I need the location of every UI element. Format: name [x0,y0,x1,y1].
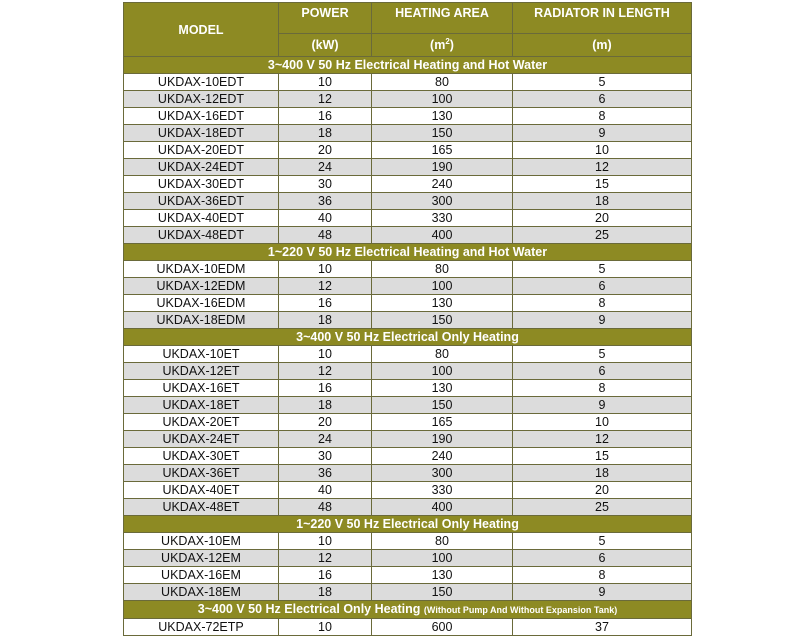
cell-heating-area: 240 [372,448,513,465]
cell-power: 10 [279,619,372,636]
cell-power: 12 [279,550,372,567]
cell-power: 18 [279,125,372,142]
cell-power: 10 [279,346,372,363]
cell-heating-area: 150 [372,312,513,329]
cell-radiator-length: 6 [513,91,692,108]
cell-radiator-length: 18 [513,465,692,482]
unit-power: (kW) [279,34,372,57]
unit-heating-area-close: ) [449,38,454,52]
section-note: (Without Pump And Without Expansion Tank) [423,605,618,615]
cell-radiator-length: 10 [513,414,692,431]
cell-model: UKDAX-10EDT [124,74,279,91]
cell-radiator-length: 9 [513,397,692,414]
cell-radiator-length: 9 [513,312,692,329]
table-row [124,74,692,91]
cell-radiator-length: 9 [513,125,692,142]
unit-heating-area [372,34,513,57]
cell-model: UKDAX-16EDM [124,295,279,312]
table-row [124,380,692,397]
cell-heating-area: 80 [372,346,513,363]
cell-model: UKDAX-36ET [124,465,279,482]
cell-heating-area: 150 [372,584,513,601]
table-row [124,142,692,159]
cell-model: UKDAX-10ET [124,346,279,363]
cell-power: 16 [279,567,372,584]
section-row [124,516,692,533]
column-header-model: MODEL [124,3,279,57]
cell-model: UKDAX-12EDM [124,278,279,295]
unit-heating-area-base: (m [430,38,446,52]
cell-model: UKDAX-48ET [124,499,279,516]
cell-power: 48 [279,499,372,516]
table-row [124,193,692,210]
section-title: 3~400 V 50 Hz Electrical Heating and Hot Water [267,58,548,72]
table-row [124,312,692,329]
table-row [124,227,692,244]
cell-heating-area: 300 [372,193,513,210]
cell-heating-area: 400 [372,227,513,244]
cell-power: 30 [279,448,372,465]
table-row [124,108,692,125]
cell-heating-area: 190 [372,431,513,448]
cell-model: UKDAX-18EM [124,584,279,601]
table-row [124,448,692,465]
cell-radiator-length: 6 [513,278,692,295]
cell-heating-area: 80 [372,261,513,278]
table-row [124,295,692,312]
table-row [124,261,692,278]
cell-power: 30 [279,176,372,193]
cell-model: UKDAX-30ET [124,448,279,465]
cell-power: 12 [279,363,372,380]
cell-model: UKDAX-18ET [124,397,279,414]
cell-heating-area: 600 [372,619,513,636]
column-header-radiator-length: RADIATOR IN LENGTH [513,3,692,34]
table-row [124,567,692,584]
cell-radiator-length: 37 [513,619,692,636]
cell-radiator-length: 15 [513,176,692,193]
section-title-cell [124,244,692,261]
cell-radiator-length: 8 [513,380,692,397]
cell-radiator-length: 8 [513,108,692,125]
cell-heating-area: 300 [372,465,513,482]
table-row [124,363,692,380]
table-row [124,278,692,295]
cell-power: 24 [279,431,372,448]
table-body [124,57,692,636]
cell-radiator-length: 20 [513,210,692,227]
cell-radiator-length: 8 [513,567,692,584]
cell-model: UKDAX-24ET [124,431,279,448]
cell-model: UKDAX-40ET [124,482,279,499]
cell-heating-area: 100 [372,278,513,295]
cell-radiator-length: 15 [513,448,692,465]
cell-heating-area: 100 [372,91,513,108]
cell-model: UKDAX-20EDT [124,142,279,159]
cell-model: UKDAX-10EDM [124,261,279,278]
table-row [124,414,692,431]
cell-radiator-length: 5 [513,74,692,91]
spec-table [123,2,692,636]
cell-heating-area: 190 [372,159,513,176]
cell-heating-area: 130 [372,380,513,397]
cell-power: 12 [279,91,372,108]
column-header-power: POWER [279,3,372,34]
cell-model: UKDAX-16ET [124,380,279,397]
section-title: 3~400 V 50 Hz Electrical Only Heating [197,602,421,616]
cell-heating-area: 130 [372,295,513,312]
section-title: 3~400 V 50 Hz Electrical Only Heating [296,330,519,344]
unit-heating-area-superscript: 2 [445,36,450,46]
cell-power: 18 [279,397,372,414]
cell-model: UKDAX-12EDT [124,91,279,108]
cell-power: 40 [279,482,372,499]
cell-power: 10 [279,261,372,278]
cell-power: 16 [279,380,372,397]
cell-model: UKDAX-40EDT [124,210,279,227]
table-row [124,125,692,142]
section-title-cell [124,329,692,346]
table-row [124,550,692,567]
cell-model: UKDAX-30EDT [124,176,279,193]
cell-radiator-length: 25 [513,499,692,516]
cell-power: 16 [279,295,372,312]
table-row [124,210,692,227]
cell-model: UKDAX-16EM [124,567,279,584]
cell-power: 36 [279,193,372,210]
section-title: 1~220 V 50 Hz Electrical Only Heating [296,517,519,531]
cell-radiator-length: 12 [513,431,692,448]
section-title-cell [124,57,692,74]
unit-radiator-length: (m) [513,34,692,57]
cell-power: 12 [279,278,372,295]
cell-model: UKDAX-18EDM [124,312,279,329]
cell-heating-area: 100 [372,363,513,380]
cell-power: 48 [279,227,372,244]
cell-heating-area: 240 [372,176,513,193]
cell-model: UKDAX-36EDT [124,193,279,210]
table-row [124,176,692,193]
cell-model: UKDAX-16EDT [124,108,279,125]
header-row [124,3,692,34]
cell-model: UKDAX-72ETP [124,619,279,636]
cell-power: 20 [279,142,372,159]
cell-radiator-length: 5 [513,533,692,550]
section-title-cell [124,516,692,533]
cell-radiator-length: 20 [513,482,692,499]
cell-model: UKDAX-12ET [124,363,279,380]
cell-radiator-length: 6 [513,363,692,380]
table-row [124,397,692,414]
cell-radiator-length: 9 [513,584,692,601]
cell-heating-area: 130 [372,567,513,584]
cell-power: 10 [279,74,372,91]
cell-model: UKDAX-24EDT [124,159,279,176]
table-row [124,482,692,499]
cell-heating-area: 330 [372,210,513,227]
cell-power: 40 [279,210,372,227]
table-row [124,619,692,636]
table-row [124,431,692,448]
cell-radiator-length: 8 [513,295,692,312]
cell-model: UKDAX-12EM [124,550,279,567]
cell-power: 16 [279,108,372,125]
cell-heating-area: 100 [372,550,513,567]
column-header-heating-area: HEATING AREA [372,3,513,34]
cell-heating-area: 130 [372,108,513,125]
cell-power: 18 [279,584,372,601]
cell-heating-area: 165 [372,142,513,159]
cell-radiator-length: 5 [513,261,692,278]
table-row [124,584,692,601]
cell-radiator-length: 10 [513,142,692,159]
cell-power: 18 [279,312,372,329]
cell-radiator-length: 25 [513,227,692,244]
cell-heating-area: 150 [372,125,513,142]
section-row [124,329,692,346]
cell-heating-area: 165 [372,414,513,431]
cell-heating-area: 400 [372,499,513,516]
cell-power: 20 [279,414,372,431]
section-title-cell [124,601,692,619]
section-row [124,601,692,619]
cell-heating-area: 150 [372,397,513,414]
section-row [124,57,692,74]
cell-heating-area: 330 [372,482,513,499]
cell-power: 10 [279,533,372,550]
cell-radiator-length: 18 [513,193,692,210]
table-row [124,533,692,550]
cell-model: UKDAX-20ET [124,414,279,431]
table-row [124,465,692,482]
table-row [124,346,692,363]
section-title: 1~220 V 50 Hz Electrical Heating and Hot Water [267,245,548,259]
cell-heating-area: 80 [372,533,513,550]
cell-model: UKDAX-10EM [124,533,279,550]
cell-power: 36 [279,465,372,482]
cell-radiator-length: 12 [513,159,692,176]
table-row [124,159,692,176]
cell-power: 24 [279,159,372,176]
cell-model: UKDAX-18EDT [124,125,279,142]
table-row [124,91,692,108]
table-row [124,499,692,516]
table-header [124,3,692,57]
cell-radiator-length: 5 [513,346,692,363]
cell-model: UKDAX-48EDT [124,227,279,244]
cell-radiator-length: 6 [513,550,692,567]
section-row [124,244,692,261]
cell-heating-area: 80 [372,74,513,91]
